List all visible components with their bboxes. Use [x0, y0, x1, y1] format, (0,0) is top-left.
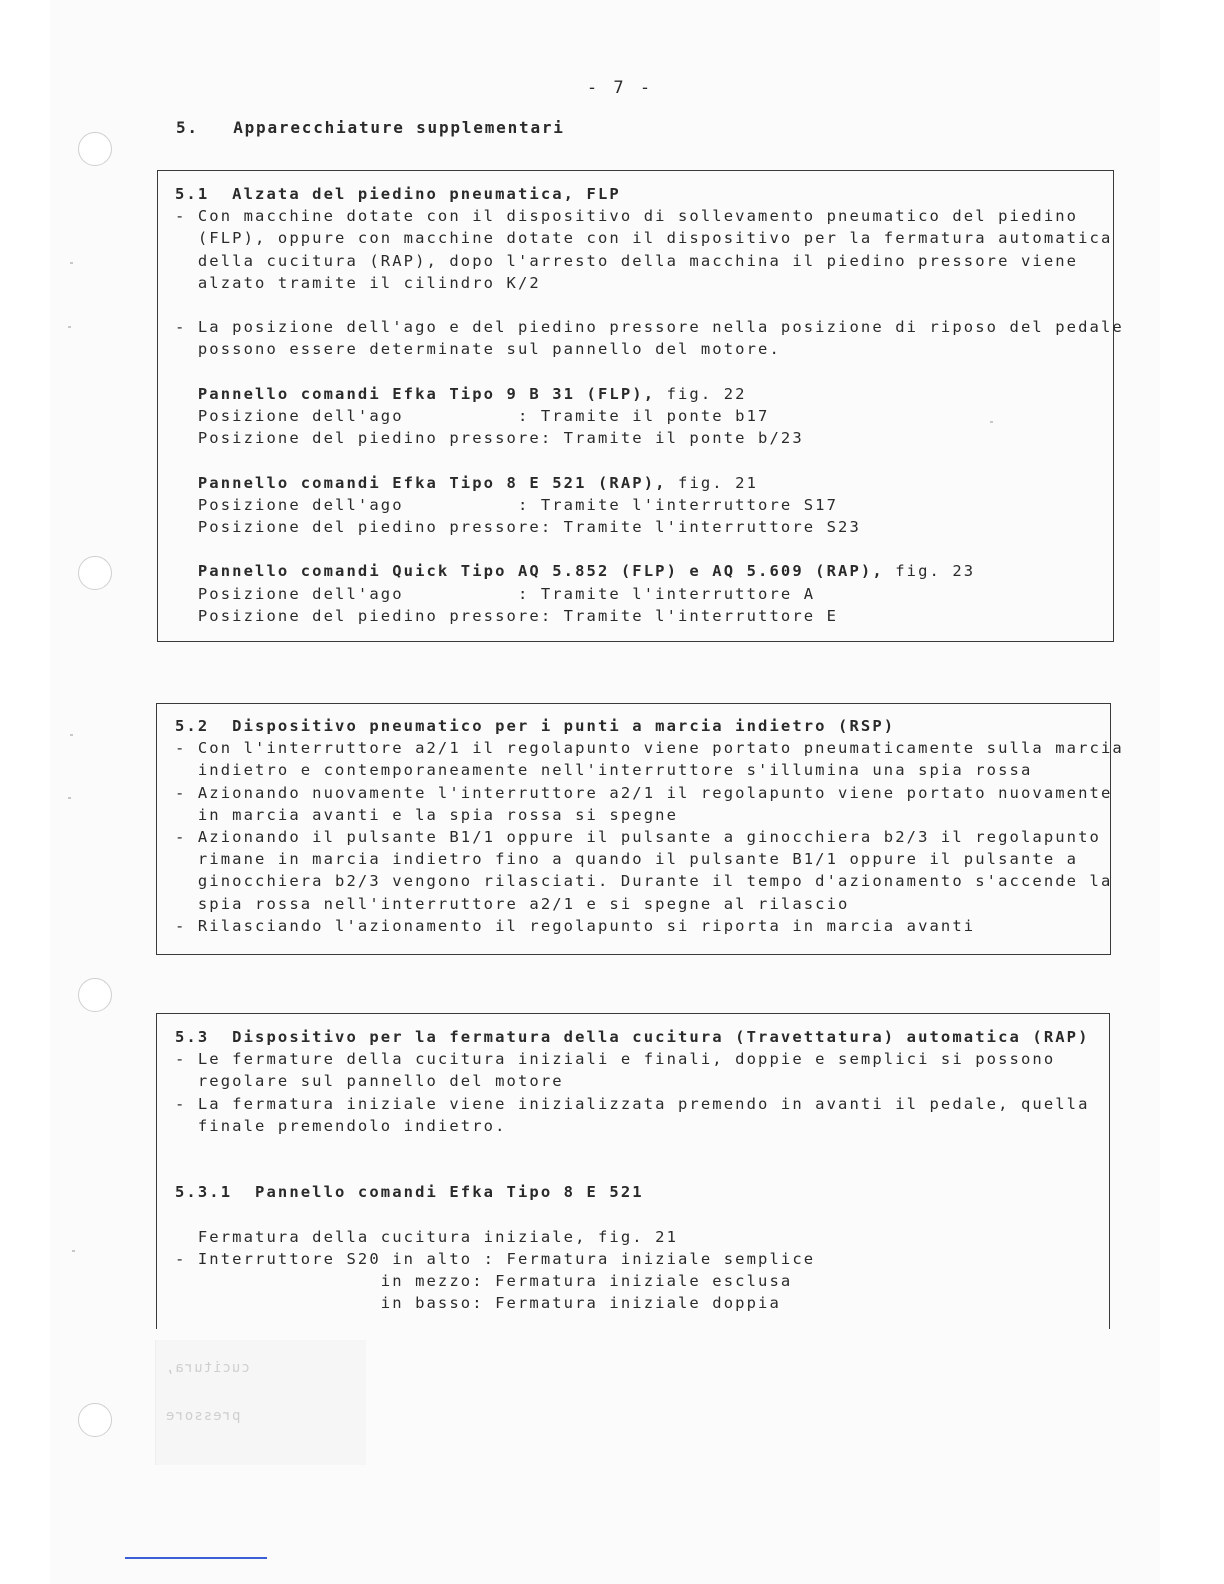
heading-text: 5.2 Dispositivo pneumatico per i punti a marcia indietro (RSP) [175, 717, 896, 735]
text-line [175, 805, 678, 825]
text-line [175, 1027, 1090, 1047]
text-line [175, 273, 541, 293]
chapter-title: Apparecchiature supplementari [233, 118, 565, 137]
heading-text: Pannello comandi Efka Tipo 9 B 31 (FLP), [175, 384, 656, 403]
body-text: - La fermatura iniziale viene inizializzata premendo in avanti il pedale, quella [175, 1094, 1090, 1113]
body-text: Posizione dell'ago : Tramite l'interruttore A [175, 584, 816, 603]
footer-rule [125, 1557, 267, 1559]
body-text: in basso: Fermatura iniziale doppia [175, 1294, 781, 1313]
text-line [175, 584, 815, 604]
text-line [175, 916, 975, 936]
text-line [175, 339, 781, 359]
text-line [175, 473, 758, 493]
body-text: in marcia avanti e la spia rossa si spegne [175, 805, 678, 824]
text-line [175, 1182, 644, 1202]
text-line [175, 1271, 792, 1291]
body-text: (FLP), oppure con macchine dotate con il dispositivo per la fermatura automatica [175, 229, 1113, 248]
figure-reference: fig. 23 [883, 562, 976, 581]
figure-reference: fig. 21 [666, 473, 759, 492]
heading-text: 5.3 Dispositivo per la fermatura della cucitura (Travettatura) automatica (RAP) [175, 1028, 1090, 1046]
body-text: ginocchiera b2/3 vengono rilasciati. Durante il tempo d'azionamento s'accende la [175, 872, 1113, 891]
text-line [175, 1249, 815, 1269]
bleed-through-text: pressore [165, 1408, 241, 1424]
scan-speck [68, 797, 71, 799]
body-text: indietro e contemporaneamente nell'interruttore s'illumina una spia rossa [175, 761, 1033, 780]
body-text: possono essere determinate sul pannello del motore. [175, 340, 781, 359]
text-line [175, 384, 747, 404]
figure-reference: fig. 22 [655, 384, 747, 403]
body-text: - La posizione dell'ago e del piedino pressore nella posizione di riposo del pedale [175, 318, 1124, 337]
punch-hole-icon [78, 556, 112, 590]
body-text: Posizione dell'ago : Tramite l'interruttore S17 [175, 495, 839, 514]
body-text: regolare sul pannello del motore [175, 1072, 564, 1091]
heading-text: Pannello comandi Efka Tipo 8 E 521 (RAP), [175, 473, 667, 492]
scan-speck [72, 1250, 75, 1252]
body-text: Posizione del piedino pressore: Tramite il ponte b/23 [175, 429, 804, 448]
body-text: spia rossa nell'interruttore a2/1 e si spegne al rilascio [175, 894, 850, 913]
text-line [175, 783, 1112, 803]
body-text: Posizione del piedino pressore: Tramite l'interruttore E [175, 606, 839, 625]
scan-speck [70, 262, 73, 264]
body-text: - Rilasciando l'azionamento il regolapunto si riporta in marcia avanti [175, 916, 976, 935]
body-text: Fermatura della cucitura iniziale, fig. 21 [175, 1227, 678, 1246]
text-line [175, 871, 1112, 891]
chapter-heading [176, 118, 565, 137]
body-text: Posizione del piedino pressore: Tramite l'interruttore S23 [175, 518, 861, 536]
text-line [175, 251, 1078, 271]
text-line [175, 716, 895, 736]
scan-speck [68, 326, 71, 328]
body-text: Posizione dell'ago : Tramite il ponte b17 [175, 407, 770, 425]
text-line [175, 606, 838, 626]
text-line [175, 1049, 1055, 1069]
text-line [175, 760, 1032, 780]
body-text: rimane in marcia indietro fino a quando il pulsante B1/1 oppure il pulsante a [175, 850, 1079, 869]
heading-text: 5.1 Alzata del piedino pneumatica, FLP [175, 185, 621, 203]
text-line [175, 561, 975, 581]
body-text: finale premendolo indietro. [175, 1116, 507, 1135]
text-line [175, 206, 1078, 226]
body-text: - Interruttore S20 in alto : Fermatura iniziale semplice [175, 1250, 816, 1268]
body-text: - Azionando il pulsante B1/1 oppure il pulsante a ginocchiera b2/3 il regolapunto [175, 828, 1101, 846]
chapter-number: 5. [176, 118, 199, 137]
body-text: in mezzo: Fermatura iniziale esclusa [175, 1272, 793, 1291]
text-line [175, 428, 804, 448]
body-text: - Con macchine dotate con il dispositivo di sollevamento pneumatico del piedino [175, 207, 1079, 226]
text-line [175, 849, 1078, 869]
punch-hole-icon [78, 978, 112, 1012]
text-line [175, 827, 1101, 847]
punch-hole-icon [78, 1403, 112, 1437]
bleed-through-area [155, 1340, 366, 1465]
punch-hole-icon [78, 132, 112, 166]
text-line [175, 1071, 564, 1091]
bleed-through-text: cucitura, [165, 1360, 250, 1376]
text-line [175, 517, 861, 537]
body-text: - Le fermature della cucitura iniziali e finali, doppie e semplici si possono [175, 1050, 1056, 1069]
text-line [175, 1116, 507, 1136]
text-line [175, 317, 1124, 337]
text-line [175, 1094, 1090, 1114]
text-line [175, 894, 849, 914]
heading-text: 5.3.1 Pannello comandi Efka Tipo 8 E 521 [175, 1183, 644, 1202]
body-text: - Con l'interruttore a2/1 il regolapunto viene portato pneumaticamente sulla marcia [175, 739, 1124, 758]
body-text: alzato tramite il cilindro K/2 [175, 273, 541, 292]
text-line [175, 406, 769, 426]
heading-text: Pannello comandi Quick Tipo AQ 5.852 (FLP) e AQ 5.609 (RAP), [175, 562, 884, 581]
text-line [175, 495, 838, 515]
text-line [175, 738, 1124, 758]
body-text: - Azionando nuovamente l'interruttore a2/1 il regolapunto viene portato nuovamente [175, 783, 1113, 802]
text-line [175, 184, 621, 204]
text-line [175, 1293, 781, 1313]
page-number: - 7 - [586, 78, 654, 98]
text-line [175, 228, 1112, 248]
body-text: della cucitura (RAP), dopo l'arresto della macchina il piedino pressore viene [175, 251, 1079, 270]
text-line [175, 1227, 678, 1247]
scan-speck [70, 734, 73, 736]
